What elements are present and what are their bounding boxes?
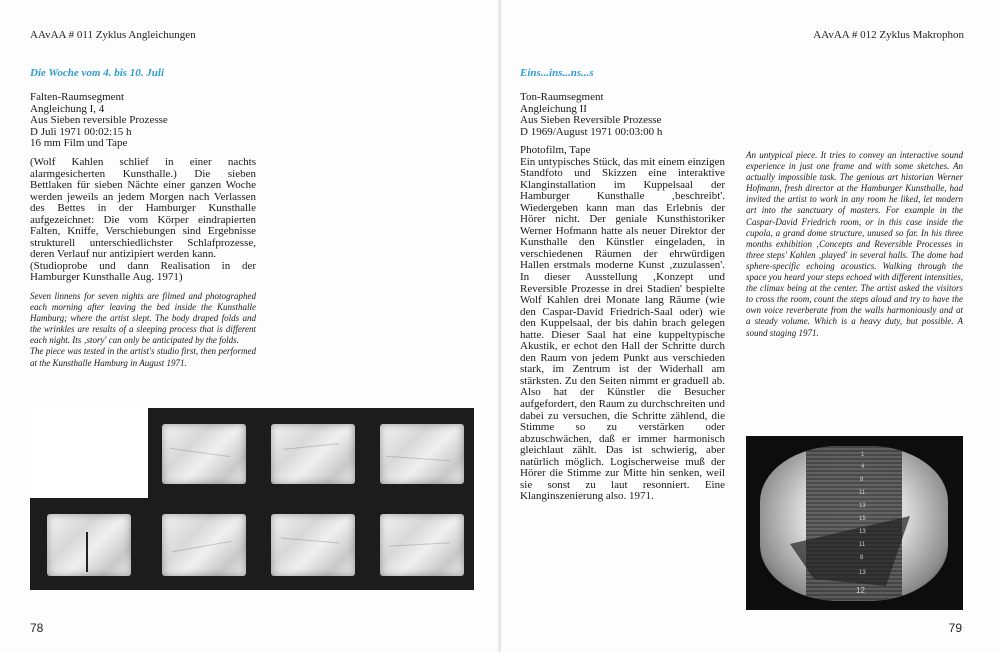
bedsheet-image <box>47 514 132 576</box>
left-page-meta <box>30 92 330 150</box>
body-paragraph: (Studioprobe und dann Realisation in der Hamburger Kunsthalle Aug. 1971) <box>30 259 256 284</box>
body-paragraph: Photofilm, Tape <box>520 144 591 156</box>
screen-number: 12 <box>856 586 865 595</box>
body-paragraph: An untypical piece. It tries to convey an interactive sound experience in just one frame and with some sketches. An actually impossible task. The genious art historian Werner Hofmann, fresh director at the Hamburger Kunsthalle, had invited the artist to work in any room he liked, let modern art into the sanctuary of masters. For example in the Caspar-David Friedrich room, or in this case inside the cupola, a grand dome structure, unused so far. In his three months exhibition ‚Concepts and Reversible Processes in three steps' Kahlen ‚played' in several halls. The dome had sphere-specific echoing acoustics. Walking through the space you heard your steps echoed with different intensities, the climax being at the center. The artist asked the visitors to cross the room, count the steps aloud and try to have the own voice reverberate from the walls harmoniously and at a steady volume. Which is a heavy duty, but possible. A sound staging 1971. <box>746 150 963 338</box>
body-paragraph: The piece was tested in the artist's studio first, then performed at the Kunsthalle Hamburg in August 1971. <box>30 346 256 368</box>
bedsheet-photo <box>152 502 256 588</box>
crease-line <box>86 532 88 572</box>
right-page <box>501 0 1000 652</box>
screen-number: 13 <box>859 503 866 509</box>
page-number-left: 78 <box>30 621 44 635</box>
left-page-body-english <box>30 291 256 369</box>
bedsheet-photo <box>36 502 142 588</box>
meta-line: 16 mm Film und Tape <box>30 137 128 150</box>
left-page-header: AAvAA # 011 Zyklus Angleichungen <box>30 29 196 41</box>
left-page-title: Die Woche vom 4. bis 10. Juli <box>30 67 165 79</box>
meta-line: Aus Sieben reversible Prozesse <box>30 114 168 127</box>
meta-line: Angleichung II <box>520 102 587 115</box>
bedsheet-image <box>380 424 463 484</box>
monitor-screen-photo <box>746 436 963 610</box>
screen-number: 11 <box>859 490 866 496</box>
page-number-right: 79 <box>948 621 962 635</box>
body-paragraph: Seven linnens for seven nights are filmed and photographed each morning after leaving the bed inside the Kunsthalle Hamburg; where the artist slept. The body draped folds and the wrinkles are results of a sleeping process that is different each night. Its ‚story' can only be anticipated by the folds. <box>30 291 256 346</box>
body-paragraph: Ein untypisches Stück, das mit einem einzigen Standfoto und Skizzen eine interaktive Klanginstallation im Kuppelsaal der Hamburger Kunsthalle ‚beschreibt'. Wiedergeben kann man das Erlebnis der Hörer nicht. Der geniale Kunsthistoriker Werner Hofmann hatte als neuer Direktor der Kunsthalle den Künstler eingeladen, in verschiedenen Räumen der ehrwürdigen Hallen erstmals moderne Kunst ‚zuzulassen'. In dieser Ausstellung ‚Konzept und Reversible Prozesse in drei Stadien' bespielte Wolf Kahlen drei Monate lang Räume (wie den Caspar-David Friedrich-Saal oder) wie den Kuppelsaal, der bis dahin brach gelegen hatte. Dieser Saal hat eine kuppeltypische Akustik, er echot den Hall der Schritte durch den Raum von jedem Punkt aus verschieden stark, im Zentrum ist der Widerhall am stärksten. Zu den Seiten nimmt er graduell ab. Also hat der Künstler die Besucher aufgefordert, den Raum zu durchschreiten und dabei zu versuchen, die Schritte zählend, die Stimme so zu verstärken oder abzuschwächen, daß er immer harmonisch gleichlaut zählt. Das ist schwierig, aber natürlich möglich. Logischerweise muß der Hörer die Stimme zur Mitte hin senken, weil sie sonst zu laut resonniert. Eine Klanginszenierung also. 1971. <box>520 155 725 503</box>
screen-number: 8 <box>860 477 864 483</box>
right-page-title: Eins...ins...ns...s <box>520 67 594 79</box>
meta-line: D Juli 1971 00:02:15 h <box>30 125 132 138</box>
bedsheet-photo <box>370 412 474 496</box>
right-page-body-german <box>520 145 725 503</box>
screen-number: 11 <box>859 542 866 548</box>
meta-line: Aus Sieben Reversible Prozesse <box>520 114 662 127</box>
screen-number: 4 <box>861 464 865 470</box>
bedsheet-photo <box>370 502 474 588</box>
screen-number: 8 <box>860 555 864 561</box>
left-page-body-german <box>30 157 256 284</box>
bedsheet-photo <box>152 412 256 496</box>
meta-line: Ton-Raumsegment <box>520 91 604 103</box>
screen-number: 13 <box>859 570 866 576</box>
photo-cell-blank <box>30 408 148 498</box>
right-page-meta <box>520 92 820 138</box>
screen-number: 1 <box>861 452 865 458</box>
bedsheet-photo <box>261 502 365 588</box>
meta-line: Angleichung I, 4 <box>30 102 105 115</box>
bedsheet-image <box>271 514 354 576</box>
right-page-body-english <box>746 150 963 339</box>
screen-number: 15 <box>859 516 866 522</box>
bedsheet-photo <box>261 412 365 496</box>
bedsheet-image <box>271 424 354 484</box>
body-paragraph: (Wolf Kahlen schlief in einer nachts alarmgesicherten Kunsthalle.) Die sieben Bettlaken für sieben Nächte einer ganzen Woche werden jeweils an jedem Morgen nach Verlassen des Bettes in der Hamburger Kunsthalle aufgezeichnet: Die vom Körper eindrapierten Falten, Kniffe, Verschiebungen sind Ergebnisse strukturell unterschiedlichster Schlafprozesse, deren Verlauf nur antizipiert werden kann. <box>30 156 256 261</box>
meta-line: D 1969/August 1971 00:03:00 h <box>520 125 663 138</box>
right-page-header: AAvAA # 012 Zyklus Makrophon <box>813 29 964 41</box>
monitor-screen <box>760 446 948 601</box>
meta-line: Falten-Raumsegment <box>30 91 125 103</box>
bedsheet-photo-grid <box>30 408 474 590</box>
screen-number: 13 <box>859 529 866 535</box>
bedsheet-image <box>162 424 245 484</box>
left-page <box>0 0 499 652</box>
